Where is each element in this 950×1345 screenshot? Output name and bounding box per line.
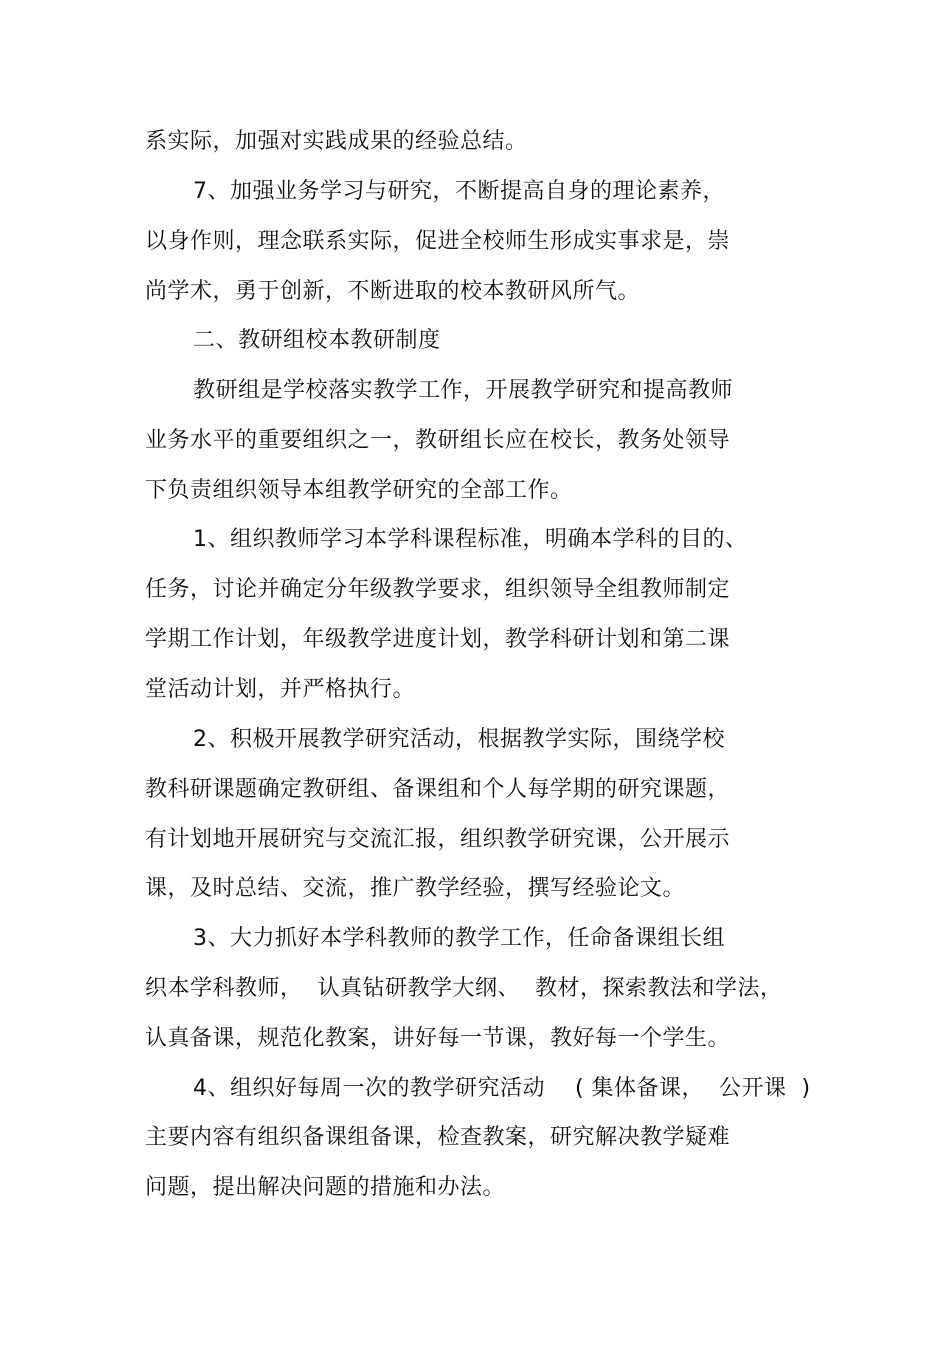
text-line: 系实际，加强对实践成果的经验总结。 bbox=[145, 129, 528, 154]
text-line: 任务，讨论并确定分年级教学要求，组织领导全组教师制定 bbox=[145, 577, 731, 602]
text-line: 学期工作计划，年级教学进度计划，教学科研计划和第二课 bbox=[145, 627, 731, 652]
section-heading: 二、教研组校本教研制度 bbox=[193, 328, 441, 353]
text-line: 教研组是学校落实教学工作，开展教学研究和提高教师 bbox=[193, 378, 734, 403]
text-line: 尚学术，勇于创新，不断进取的校本教研风所气。 bbox=[145, 279, 641, 304]
text-line: 4、组织好每周一次的教学研究活动 ( 集体备课， 公开课 ) bbox=[193, 1076, 811, 1101]
text-line: 问题，提出解决问题的措施和办法。 bbox=[145, 1175, 506, 1200]
text-line: 有计划地开展研究与交流汇报，组织教学研究课，公开展示 bbox=[145, 827, 731, 852]
text-line: 课，及时总结、交流，推广教学经验，撰写经验论文。 bbox=[145, 876, 686, 901]
text-line: 2、积极开展教学研究活动，根据教学实际，围绕学校 bbox=[193, 727, 725, 752]
text-line: 1、组织教师学习本学科课程标准，明确本学科的目的、 bbox=[193, 527, 748, 552]
text-line: 3、大力抓好本学科教师的教学工作，任命备课组长组 bbox=[193, 926, 725, 951]
text-line: 认真备课，规范化教案，讲好每一节课，教好每一个学生。 bbox=[145, 1026, 731, 1051]
text-line: 堂活动计划，并严格执行。 bbox=[145, 677, 416, 702]
text-line: 下负责组织领导本组教学研究的全部工作。 bbox=[145, 478, 573, 503]
text-line: 业务水平的重要组织之一，教研组长应在校长，教务处领导 bbox=[145, 428, 731, 453]
text-line: 织本学科教师， 认真钻研教学大纲、 教材，探索教法和学法， bbox=[145, 976, 783, 1001]
text-line: 以身作则，理念联系实际，促进全校师生形成实事求是，崇 bbox=[145, 229, 731, 254]
text-line: 7、加强业务学习与研究，不断提高自身的理论素养， bbox=[193, 179, 725, 204]
text-line: 主要内容有组织备课组备课，检查教案，研究解决教学疑难 bbox=[145, 1125, 731, 1150]
text-line: 教科研课题确定教研组、备课组和个人每学期的研究课题， bbox=[145, 777, 731, 802]
